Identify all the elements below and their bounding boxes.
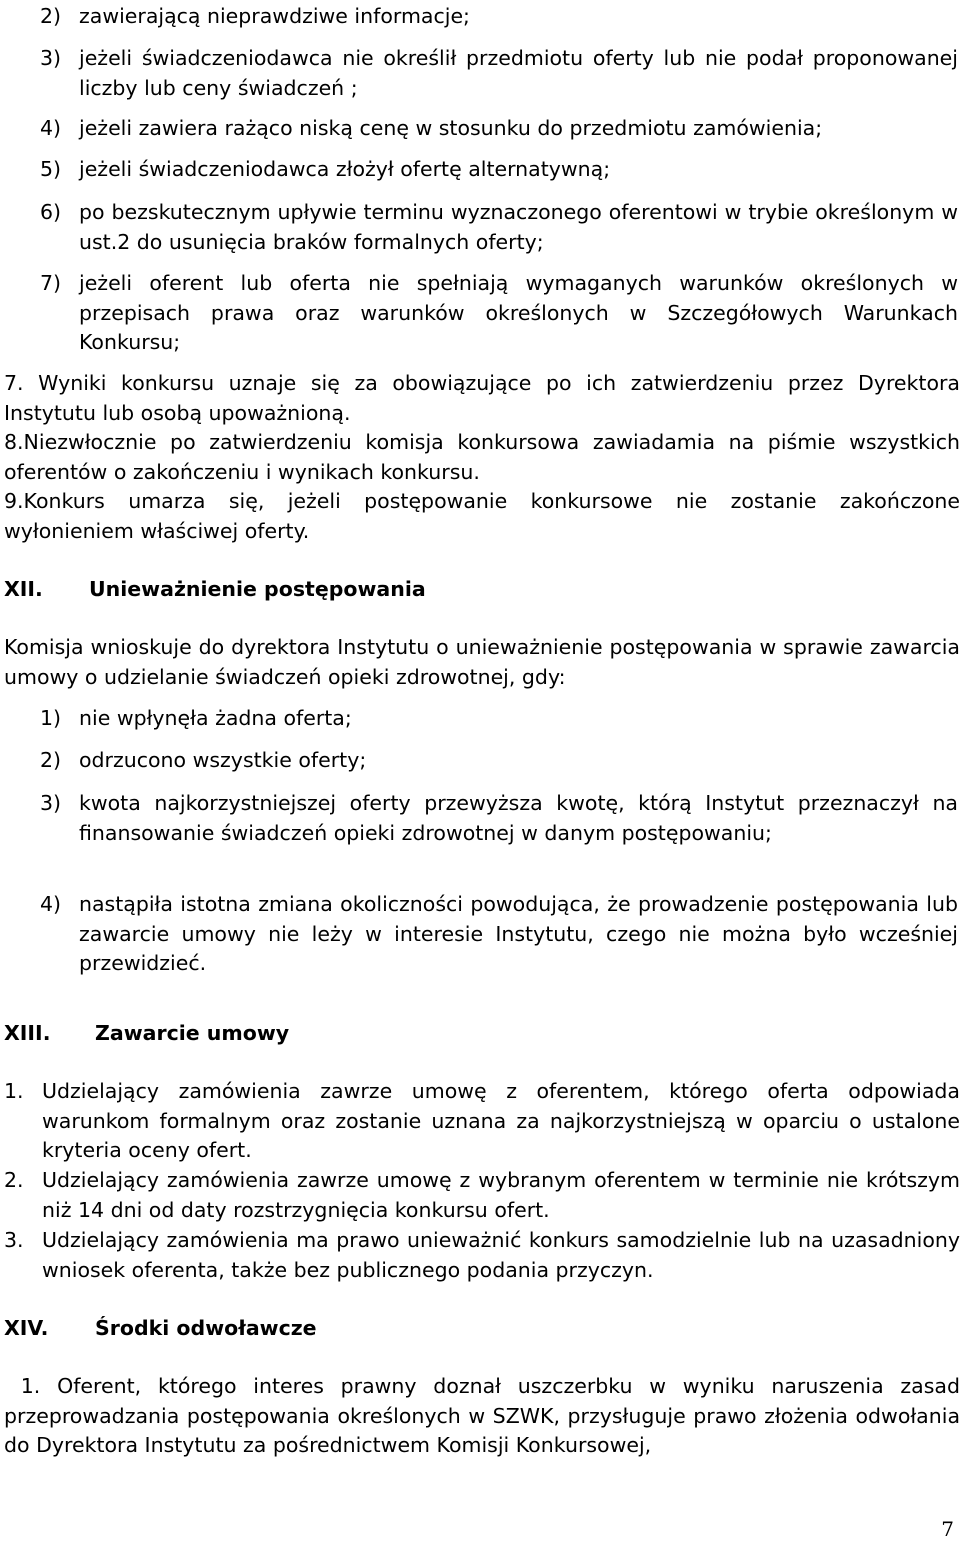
list-number: 3) [40, 46, 62, 70]
list-item [4, 1077, 960, 1166]
list-text: Udzielający zamówienia zawrze umowę z oferentem, którego oferta odpowiada warunkom formalnym oraz zostanie uznana za najkorzystniejszą w oparciu o ustalone kryteria oceny ofert. [42, 1079, 960, 1162]
section-number: XIII. [4, 1021, 51, 1045]
section-title: Środki odwoławcze [95, 1316, 317, 1340]
list-item [40, 155, 958, 185]
list-number: 1) [40, 706, 62, 730]
section-intro: Komisja wnioskuje do dyrektora Instytutu o unieważnienie postępowania w sprawie zawarcia umowy o udzielanie świadczeń opieki zdrowotnej, gdy: [4, 635, 960, 689]
list-number: 2. [4, 1168, 24, 1192]
list-item [40, 789, 958, 848]
page-number: 7 [941, 1517, 954, 1541]
list-text: Udzielający zamówienia zawrze umowę z wybranym oferentem w terminie nie krótszym niż 14 dni od daty rozstrzygnięcia konkursu ofert. [42, 1168, 960, 1222]
section-number: XIV. [4, 1316, 49, 1340]
section-title: Unieważnienie postępowania [89, 577, 426, 601]
list-item [40, 2, 958, 32]
list-item [4, 1166, 960, 1225]
section-title: Zawarcie umowy [95, 1021, 290, 1045]
list-text: nastąpiła istotna zmiana okoliczności powodująca, że prowadzenie postępowania lub zawarcie umowy nie leży w interesie Instytutu, czego nie można było wcześniej przewidzieć. [79, 892, 958, 975]
list-text: zawierającą nieprawdziwe informacje; [79, 4, 470, 28]
list-number: 1. [4, 1079, 24, 1103]
list-item [40, 269, 958, 358]
section-paragraph: 1. Oferent, którego interes prawny doznał uszczerbku w wyniku naruszenia zasad przeprowadzania postępowania określonych w SZWK, przysługuje prawo złożenia odwołania do Dyrektora Instytutu za pośrednictwem Komisji Konkursowej, [4, 1374, 960, 1457]
paragraph-point-8: 8.Niezwłocznie po zatwierdzeniu komisja konkursowa zawiadamia na piśmie wszystkich oferentów o zakończeniu i wynikach konkursu. [4, 430, 960, 484]
list-number: 4) [40, 116, 62, 140]
list-item [40, 44, 958, 103]
list-item [40, 890, 958, 979]
list-text: odrzucono wszystkie oferty; [79, 748, 367, 772]
list-item [4, 1226, 960, 1285]
list-text: jeżeli oferent lub oferta nie spełniają wymaganych warunków określonych w przepisach prawa oraz warunków określonych w Szczegółowych Warunkach Konkursu; [79, 271, 958, 354]
list-number: 7) [40, 271, 62, 295]
list-text: jeżeli zawiera rażąco niską cenę w stosunku do przedmiotu zamówienia; [79, 116, 823, 140]
section-number: XII. [4, 577, 43, 601]
list-number: 6) [40, 200, 62, 224]
paragraph-point-7: 7. Wyniki konkursu uznaje się za obowiązujące po ich zatwierdzeniu przez Dyrektora Instytutu lub osobą upoważnioną. [4, 371, 960, 425]
list-text: kwota najkorzystniejszej oferty przewyższa kwotę, którą Instytut przeznaczył na finansowanie świadczeń opieki zdrowotnej w danym postępowaniu; [79, 791, 958, 845]
list-text: jeżeli świadczeniodawca nie określił przedmiotu oferty lub nie podał proponowanej liczby lub ceny świadczeń ; [79, 46, 958, 100]
list-item [40, 704, 958, 734]
list-text: po bezskutecznym upływie terminu wyznaczonego oferentowi w trybie określonym w ust.2 do usunięcia braków formalnych oferty; [79, 200, 958, 254]
list-number: 2) [40, 4, 62, 28]
list-item [40, 746, 958, 776]
list-number: 2) [40, 748, 62, 772]
list-number: 4) [40, 892, 62, 916]
paragraph-point-9: 9.Konkurs umarza się, jeżeli postępowanie konkursowe nie zostanie zakończone wyłonieniem właściwej oferty. [4, 489, 960, 543]
list-text: jeżeli świadczeniodawca złożył ofertę alternatywną; [79, 157, 611, 181]
list-item [40, 198, 958, 257]
list-text: Udzielający zamówienia ma prawo unieważnić konkurs samodzielnie lub na uzasadniony wniosek oferenta, także bez publicznego podania przyczyn. [42, 1228, 960, 1282]
list-item [40, 114, 958, 144]
list-number: 3) [40, 791, 62, 815]
list-text: nie wpłynęła żadna oferta; [79, 706, 352, 730]
list-number: 3. [4, 1228, 24, 1252]
list-number: 5) [40, 157, 62, 181]
